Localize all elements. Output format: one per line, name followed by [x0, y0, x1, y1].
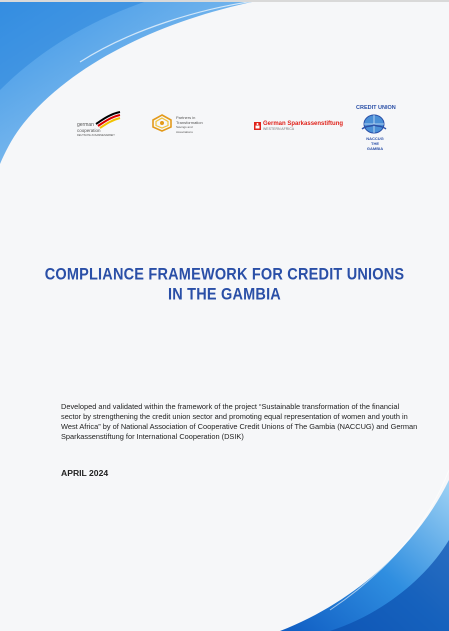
document-title-line-2: IN THE GAMBIA: [168, 285, 281, 305]
german-cooperation-text: german cooperation DEUTSCHE ZUSAMMENARBEIT: [77, 122, 115, 137]
document-title-line-1: COMPLIANCE FRAMEWORK FOR CREDIT UNIONS: [44, 265, 405, 285]
credit-union-globe-icon: [361, 113, 387, 135]
partner-logos: [0, 104, 449, 164]
partners-in-transformation-logo: [151, 114, 173, 132]
credit-union-text: NACCUG THE GAMBIA: [366, 136, 384, 151]
document-description: Developed and validated within the framework of the project “Sustainable transformation of the financial sector by strengthening the credit union sector and promoting equal representation of women and youth in West Africa” by of National Association of Cooperative Credit Unions of The Gambia (NACCUG) and German Sparkassenstiftung for International Cooperation (DSIK): [61, 402, 418, 441]
partners-in-transformation-text: Partners in Transformation Savings and Associations: [176, 115, 203, 134]
document-date: APRIL 2024: [61, 468, 109, 478]
sparkassen-s-icon: [254, 122, 261, 130]
sparkassen-text: German Sparkassenstiftung WESTERN AFRICA: [263, 121, 344, 131]
credit-union-arc-text: CREDIT UNION: [356, 105, 396, 111]
